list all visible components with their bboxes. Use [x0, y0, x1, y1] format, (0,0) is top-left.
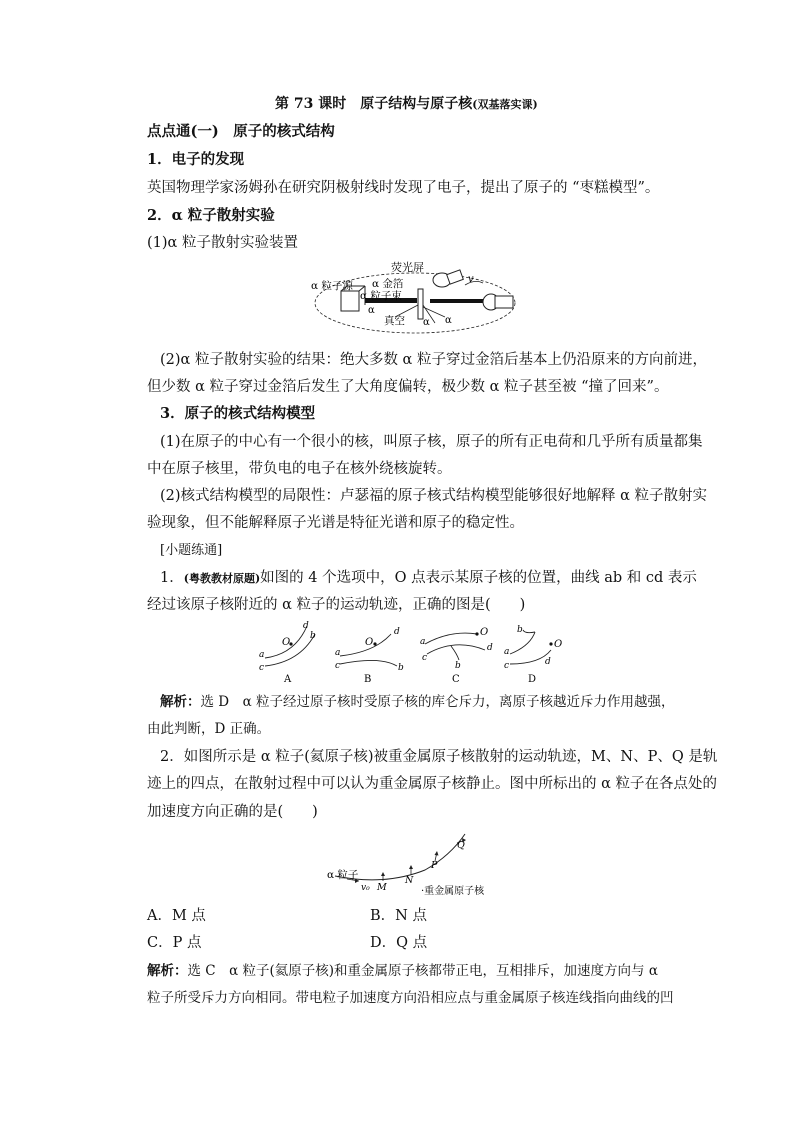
s1-text: 英国物理学家汤姆孙在研究阴极射线时发现了电子，提出了原子的 “枣糕模型”。	[147, 180, 660, 196]
section-heading: 点点通(一) 原子的核式结构	[147, 123, 335, 140]
label-foil: α 金箔	[372, 278, 404, 290]
s2-sub2-line1: (2)α 粒子散射实验的结果：绝大多数 α 粒子穿过金箔后基本上仍沿原来的方向前进，	[160, 352, 707, 368]
q1-line2: 经过该原子核附近的 α 粒子的运动轨迹，正确的图是( )	[147, 597, 526, 613]
s3-p2-line2: 验现象，但不能解释原子光谱是特征光谱和原子的稳定性。	[147, 515, 524, 531]
d-b: b	[517, 625, 523, 635]
label-P: P	[431, 860, 438, 871]
d-d: d	[545, 657, 551, 667]
a-O: O	[282, 637, 291, 648]
label-vacuum: 真空	[384, 315, 405, 327]
d-O: O	[554, 639, 563, 650]
a-c: c	[259, 663, 265, 673]
label-alpha-2: α	[423, 317, 430, 328]
option-a-diagram	[259, 621, 316, 685]
scattering-apparatus-figure	[305, 255, 520, 335]
a-b: b	[310, 631, 316, 641]
option-c-label: C	[452, 674, 460, 685]
label-alpha-1: α	[368, 305, 375, 316]
rear-beam	[430, 299, 485, 303]
s3-p1-line1: (1)在原子的中心有一个很小的核，叫原子核，原子的所有正电荷和几乎所有质量都集	[160, 434, 703, 450]
label-Q: Q	[457, 840, 465, 851]
q2-exp-tag: 解析：	[147, 963, 188, 979]
s2-sub1: (1)α 粒子散射实验装置	[147, 235, 298, 251]
trajectory-options-figure	[255, 620, 575, 686]
b-c: c	[335, 661, 341, 671]
q1-number: 1．	[160, 570, 184, 586]
b-a: a	[335, 648, 341, 658]
q1-explanation-line2: 由此判断，D 正确。	[147, 721, 271, 737]
option-a-label: A	[284, 674, 292, 685]
d-c: c	[504, 661, 510, 671]
s2-title: 2．α 粒子散射实验	[147, 207, 275, 224]
label-source: α 粒子源	[311, 280, 353, 292]
b-b: b	[398, 663, 404, 673]
q2-option-c[interactable]: C．P 点	[147, 935, 202, 951]
alpha-source-box	[341, 291, 359, 311]
q2-explanation-line1	[147, 961, 658, 981]
option-c-diagram	[420, 627, 493, 685]
label-particle: α 粒子	[327, 869, 359, 881]
s3-p1-line2: 中在原子核里，带负电的电子在核外绕核旋转。	[147, 461, 452, 477]
q2-line2: 迹上的四点，在散射过程中可以认为重金属原子核静止。图中所标出的 α 粒子在各点处的	[147, 776, 718, 792]
c-c: c	[422, 653, 428, 663]
gold-foil	[418, 289, 423, 319]
practice-header: [小题练通]	[160, 543, 223, 558]
c-O: O	[480, 627, 489, 638]
label-M: M	[377, 882, 387, 893]
a-d: d	[303, 621, 309, 631]
title-suffix: (双基落实课)	[472, 98, 538, 111]
option-b-label: B	[364, 674, 372, 685]
scattering-trajectory-figure	[325, 828, 515, 900]
q2-option-a[interactable]: A．M 点	[147, 908, 206, 924]
q2-line1: 2．如图所示是 α 粒子(氦原子核)被重金属原子核散射的运动轨迹，M、N、P、Q 是轨	[160, 749, 718, 765]
label-v: v	[468, 274, 474, 285]
b-d: d	[394, 627, 400, 637]
label-nucleus: ·重金属原子核	[421, 886, 485, 897]
label-v0: v₀	[361, 883, 370, 893]
option-d-diagram	[504, 625, 562, 685]
q2-option-d[interactable]: D．Q 点	[370, 935, 428, 951]
option-b-diagram	[335, 627, 404, 685]
b-O: O	[365, 637, 374, 648]
label-N: N	[405, 875, 414, 886]
q1-source-tag: (粤教教材原题)	[183, 572, 261, 585]
s3-title: 3．原子的核式结构模型	[160, 405, 316, 422]
q2-line3: 加速度方向正确的是( )	[147, 804, 318, 820]
d-a: a	[504, 647, 510, 657]
s3-p2-line1: (2)核式结构模型的局限性：卢瑟福的原子核式结构模型能够很好地解释 α 粒子散射实	[160, 488, 708, 504]
title-main: 第 73 课时 原子结构与原子核	[275, 96, 473, 112]
label-screen: 荧光屏	[391, 261, 424, 274]
a-a: a	[259, 650, 265, 660]
q1-text-1: 如图的 4 个选项中，O 点表示某原子核的位置，曲线 ab 和 cd 表示	[260, 570, 697, 586]
s1-title: 1．电子的发现	[147, 151, 245, 168]
q2-explanation-line2: 粒子所受斥力方向相同。带电粒子加速度方向沿相应点与重金属原子核连线指向曲线的凹	[147, 990, 674, 1006]
q1-explanation-line1	[160, 692, 675, 712]
label-beam: α 粒子束	[360, 290, 402, 302]
c-b: b	[455, 661, 461, 671]
q1-exp-text: 选 D α 粒子经过原子核时受原子核的库仑斥力，离原子核越近斥力作用越强，	[200, 694, 675, 710]
option-d-label: D	[528, 674, 537, 685]
s2-sub2-line2: 但少数 α 粒子穿过金箔后发生了大角度偏转，极少数 α 粒子甚至被 “撞了回来”。	[147, 379, 669, 395]
c-d: d	[487, 643, 493, 653]
q1-line1	[160, 568, 697, 589]
q2-option-b[interactable]: B．N 点	[370, 908, 427, 924]
q2-exp-text: 选 C α 粒子(氦原子核)和重金属原子核都带正电，互相排斥，加速度方向与 α	[187, 963, 658, 979]
q1-exp-tag: 解析：	[160, 694, 201, 710]
page-title	[275, 94, 538, 115]
label-alpha-3: α	[445, 315, 452, 326]
c-a: a	[420, 637, 426, 647]
